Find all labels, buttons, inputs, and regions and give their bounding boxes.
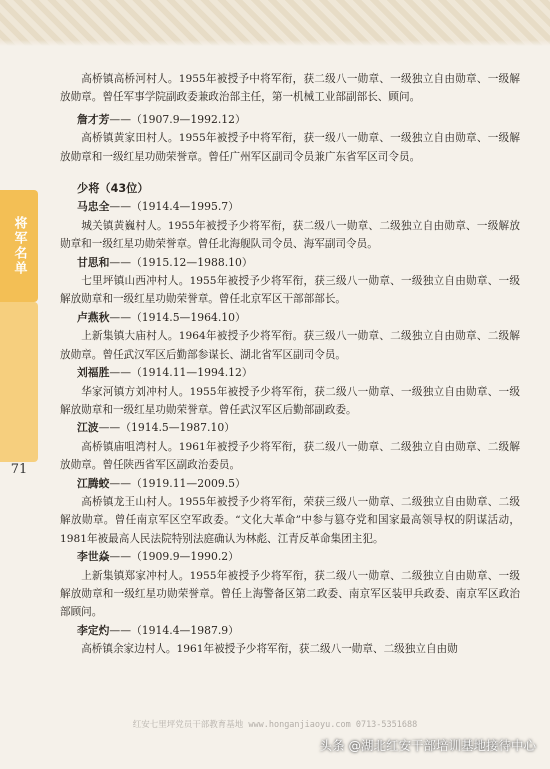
entry-name-line xyxy=(60,548,520,566)
entry-dates: ——（1914.5—1964.10） xyxy=(109,310,246,324)
page-content xyxy=(60,70,520,659)
entry-bio: 上新集镇大庙村人。1964年被授予少将军衔。获三级八一勋章、二级独立自由勋章、二级解放勋章。曾任武汉军区后勤部参谋长、湖北省军区副司令员。 xyxy=(60,330,520,361)
entry-bio: 高桥镇黄家田村人。1955年被授予中将军衔，获一级八一勋章、一级独立自由勋章、一级解放勋章和一级红星功勋荣誉章。曾任广州军区副司令员兼广东省军区司令员。 xyxy=(60,132,520,163)
entry-name: 马忠全 xyxy=(77,200,110,214)
entry-name-line xyxy=(60,419,520,437)
footer-text: 红安七里坪党员干部教育基地 www.honganjiaoyu.com 0713-5351688 xyxy=(132,720,418,730)
platform-watermark: 头条 @湖北红安干部培训基地接待中心 xyxy=(319,738,536,753)
entry-dates: ——（1914.4—1995.7） xyxy=(109,200,239,214)
entry-name: 李世焱 xyxy=(77,550,110,564)
entry-name-line xyxy=(60,198,520,216)
entry-name: 刘福胜 xyxy=(77,366,110,380)
entry-name: 卢燕秋 xyxy=(77,310,110,324)
side-tab-label: 将军名单 xyxy=(11,216,27,276)
side-color-strip xyxy=(0,302,38,462)
entry-dates: ——（1914.5—1987.10） xyxy=(98,421,236,435)
entry-name-line xyxy=(60,111,520,129)
entry-name: 甘思和 xyxy=(77,255,110,269)
decorative-header-band xyxy=(0,0,550,46)
entry-name: 江波 xyxy=(77,421,99,435)
entry-bio: 七里坪镇山西冲村人。1955年被授予少将军衔，获三级八一勋章、一级独立自由勋章、一级解放勋章和一级红星功勋荣誉章。曾任北京军区干部部部长。 xyxy=(60,275,520,306)
chapter-side-tab xyxy=(0,190,38,302)
entry-bio: 高桥镇余家边村人。1961年被授予少将军衔，获二级八一勋章、二级独立自由勋 xyxy=(81,643,458,656)
entry-name-line xyxy=(60,622,520,640)
entry-name-line xyxy=(60,309,520,327)
entry-dates: ——（1914.11—1994.12） xyxy=(109,366,253,380)
entry-dates: ——（1919.11—2009.5） xyxy=(109,476,246,490)
entry-bio: 城关镇黄巍村人。1955年被授予少将军衔，获二级八一勋章、二级独立自由勋章、一级解放勋章和一级红星功勋荣誉章。曾任北海舰队司令员、海军副司令员。 xyxy=(60,219,520,251)
paragraph-top: 高桥镇高桥河村人。1955年被授予中将军衔，获二级八一勋章、一级独立自由勋章、一级解放勋章。曾任军事学院副政委兼政治部主任，第一机械工业部副部长、顾问。 xyxy=(60,73,520,104)
entry-name-line xyxy=(60,475,520,493)
entry-dates: ——（1914.4—1987.9） xyxy=(109,623,239,637)
entry-bio: 华家河镇方刘冲村人。1955年被授予少将军衔，获二级八一勋章、一级独立自由勋章、一级解放勋章和一级红星功勋荣誉章。曾任武汉军区后勤部副政委。 xyxy=(60,385,520,416)
entry-name-line xyxy=(60,254,520,272)
entry-bio: 高桥镇庙咀湾村人。1961年被授予少将军衔，获二级八一勋章、二级独立自由勋章、二级解放勋章。曾任陕西省军区副政治委员。 xyxy=(60,440,520,472)
entry-dates: ——（1909.9—1990.2） xyxy=(109,550,239,564)
entry-name: 江腾蛟 xyxy=(77,476,110,490)
section-heading: 少将（43位） xyxy=(77,182,149,196)
entry-bio: 上新集镇郑家冲村人。1955年被授予少将军衔，获二级八一勋章、二级独立自由勋章、一级解放勋章和一级红星功勋荣誉章。曾任上海警备区第二政委、南京军区装甲兵政委、南京军区政治部顾问。 xyxy=(60,569,520,619)
entry-dates: ——（1915.12—1988.10） xyxy=(109,255,253,269)
entry-dates: ——（1907.9—1992.12） xyxy=(109,112,246,126)
entry-name-line xyxy=(60,364,520,382)
page-number: 71 xyxy=(10,462,28,477)
entry-bio: 高桥镇龙王山村人。1955年被授予少将军衔，荣获三级八一勋章、二级独立自由勋章、二级解放勋章。曾任南京军区空军政委。“文化大革命”中参与篡夺党和国家最高领导权的阴谋活动，1981年被最高人民法院特别法庭确认为林彪、江青反革命集团主犯。 xyxy=(60,495,520,545)
entry-name: 李定灼 xyxy=(77,623,110,637)
entry-name: 詹才芳 xyxy=(77,112,110,126)
